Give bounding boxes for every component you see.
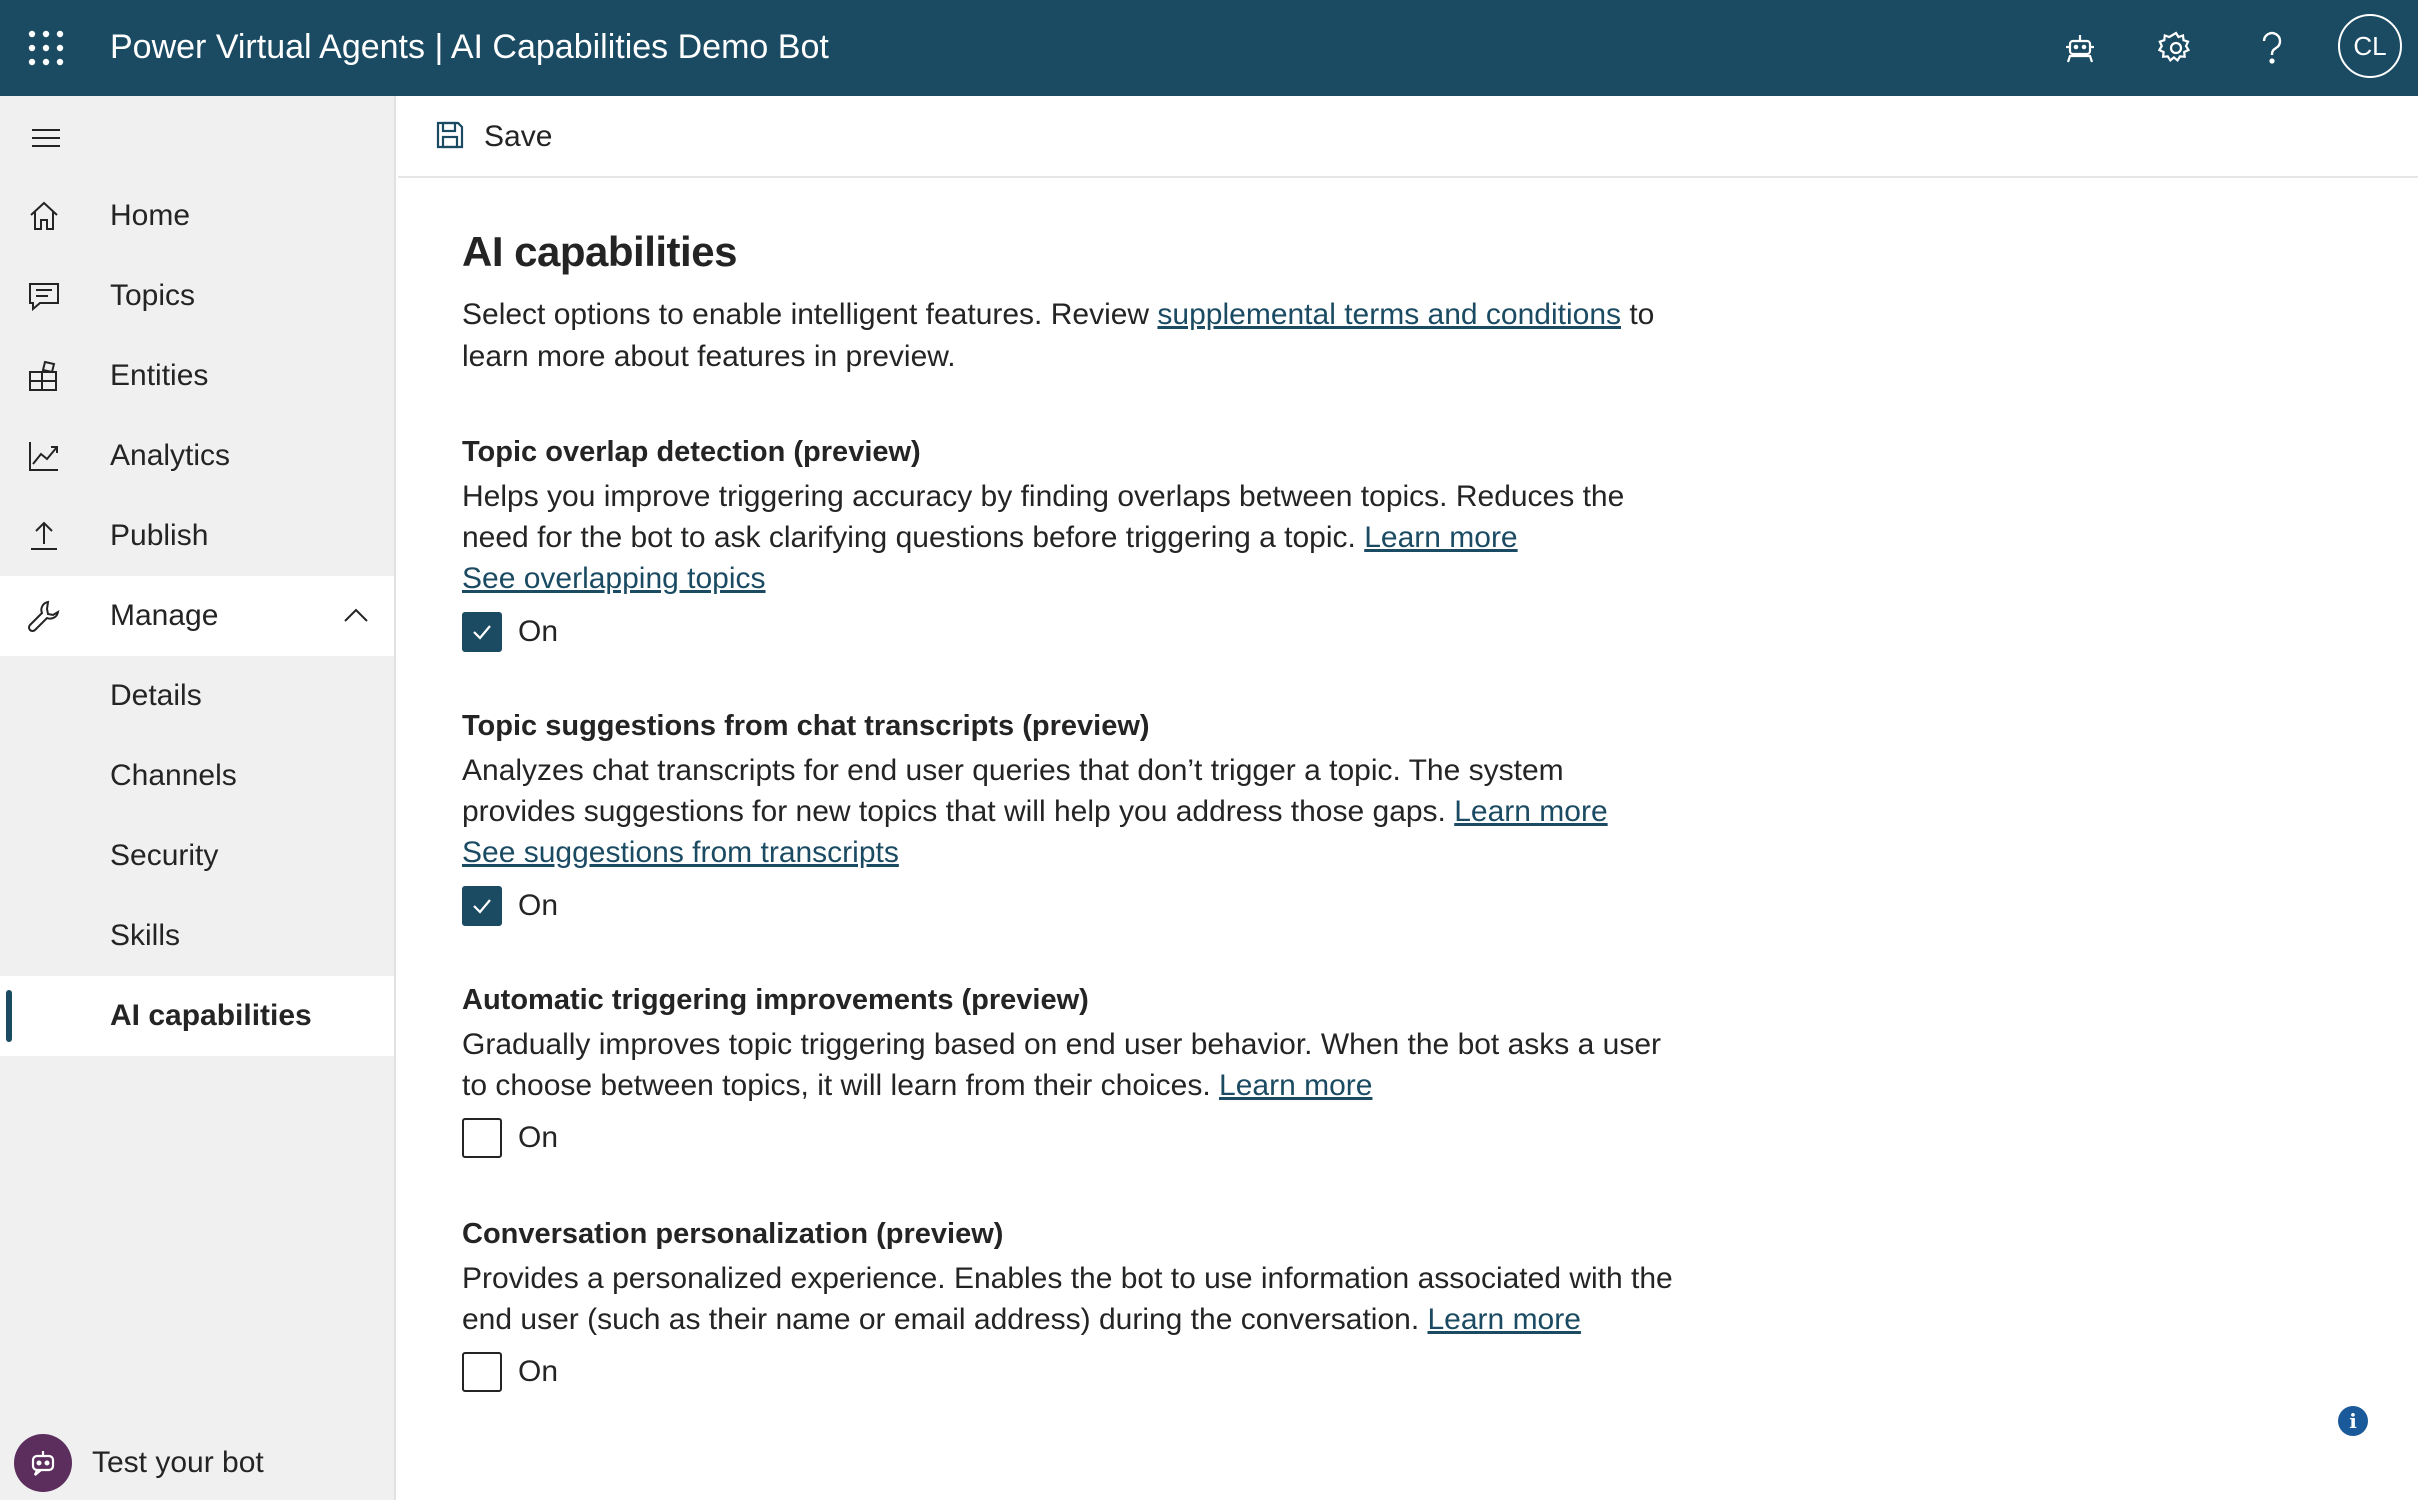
sidebar-item-label: Channels (110, 759, 237, 792)
sidebar-item-channels[interactable] (0, 736, 394, 816)
sidebar-item-label: Publish (110, 519, 209, 552)
topic-overlap-checkbox-row[interactable] (462, 610, 1682, 654)
personalization-checkbox[interactable] (462, 1352, 502, 1392)
topic-overlap-checkbox[interactable] (462, 612, 502, 652)
sidebar-item-label: Manage (110, 599, 219, 632)
personalization-checkbox-row[interactable] (462, 1350, 1682, 1394)
section-topic-suggestions (462, 706, 1682, 928)
sidebar-item-label: Security (110, 839, 219, 872)
description-text: Gradually improves topic triggering based on end user behavior. When the bot asks a user to choose between topics, it will learn from their choices. (462, 1028, 1662, 1102)
section-automatic-triggering (462, 980, 1682, 1160)
supplemental-terms-link[interactable]: supplemental terms and conditions (1157, 298, 1622, 331)
sidebar-item-topics[interactable] (0, 256, 394, 336)
analytics-icon (26, 438, 62, 474)
section-title: Conversation personalization (preview) (462, 1218, 1004, 1250)
test-your-bot-label: Test your bot (92, 1446, 264, 1479)
intro-text (462, 294, 1682, 378)
see-overlapping-topics-link[interactable]: See overlapping topics (462, 562, 766, 595)
waffle-icon[interactable] (26, 28, 66, 68)
learn-more-link[interactable]: Learn more (1219, 1069, 1373, 1102)
checkbox-label: On (518, 889, 559, 922)
section-topic-overlap (462, 432, 1682, 654)
sidebar-item-publish[interactable] (0, 496, 394, 576)
publish-icon (26, 518, 62, 554)
active-indicator (6, 990, 12, 1042)
sidebar-item-label: Entities (110, 359, 209, 392)
checkmark-icon (470, 620, 494, 644)
entities-icon (26, 358, 62, 394)
sidebar-item-label: Home (110, 199, 191, 232)
learn-more-link[interactable]: Learn more (1454, 795, 1608, 828)
section-description (462, 1258, 1682, 1340)
section-description (462, 476, 1682, 558)
app-title: Power Virtual Agents | AI Capabilities Demo Bot (110, 28, 829, 66)
topic-suggestions-checkbox[interactable] (462, 886, 502, 926)
sidebar-item-entities[interactable] (0, 336, 394, 416)
sidebar-item-label: AI capabilities (110, 999, 312, 1032)
save-button[interactable] (434, 112, 552, 162)
sidebar-item-label: Skills (110, 919, 181, 952)
chevron-up-icon[interactable] (340, 600, 372, 632)
gear-icon[interactable] (2154, 26, 2198, 70)
sidebar-item-manage[interactable] (0, 576, 394, 656)
sidebar (0, 96, 396, 1500)
wrench-icon (26, 598, 62, 634)
chatbot-icon (14, 1434, 72, 1492)
sidebar-item-label: Analytics (110, 439, 231, 472)
section-description (462, 1024, 1682, 1106)
automatic-triggering-checkbox[interactable] (462, 1118, 502, 1158)
checkmark-icon (470, 894, 494, 918)
checkbox-label: On (518, 1355, 559, 1388)
sidebar-item-home[interactable] (0, 176, 394, 256)
learn-more-link[interactable]: Learn more (1427, 1303, 1581, 1336)
topic-suggestions-checkbox-row[interactable] (462, 884, 1682, 928)
intro-text-end: to learn more about features in preview. (462, 298, 1655, 373)
help-icon[interactable] (2250, 26, 2294, 70)
section-title: Automatic triggering improvements (preview) (462, 984, 1089, 1016)
page-title: AI capabilities (462, 228, 737, 275)
automatic-triggering-checkbox-row[interactable] (462, 1116, 1682, 1160)
section-conversation-personalization (462, 1214, 1682, 1394)
description-text: Provides a personalized experience. Enables the bot to use information associated with the end user (such as their name or email address) during the conversation. (462, 1262, 1673, 1336)
intro-text-start: Select options to enable intelligent features. Review (462, 298, 1158, 331)
sidebar-item-label: Topics (110, 279, 196, 312)
description-text: Helps you improve triggering accuracy by finding overlaps between topics. Reduces the need for the bot to ask clarifying questions before triggering a topic. (462, 480, 1625, 554)
avatar[interactable]: CL (2338, 14, 2402, 78)
section-title: Topic overlap detection (preview) (462, 436, 921, 468)
sidebar-item-skills[interactable] (0, 896, 394, 976)
sidebar-item-label: Details (110, 679, 202, 712)
learn-more-link[interactable]: Learn more (1364, 521, 1518, 554)
topics-icon (26, 278, 62, 314)
sidebar-item-analytics[interactable] (0, 416, 394, 496)
top-bar (0, 0, 2418, 96)
checkbox-label: On (518, 615, 559, 648)
sidebar-item-security[interactable] (0, 816, 394, 896)
sidebar-item-ai-capabilities[interactable] (0, 976, 394, 1056)
section-title: Topic suggestions from chat transcripts (preview) (462, 710, 1150, 742)
info-icon[interactable]: i (2338, 1406, 2368, 1436)
see-suggestions-link[interactable]: See suggestions from transcripts (462, 836, 899, 869)
checkbox-label: On (518, 1121, 559, 1154)
bot-icon[interactable] (2058, 26, 2102, 70)
save-icon (434, 119, 466, 156)
hamburger-menu-icon[interactable] (28, 120, 64, 156)
sidebar-item-details[interactable] (0, 656, 394, 736)
description-text: Analyzes chat transcripts for end user queries that don’t trigger a topic. The system provides suggestions for new topics that will help you address those gaps. (462, 754, 1564, 828)
test-your-bot-button[interactable] (0, 1426, 394, 1500)
home-icon (26, 198, 62, 234)
command-bar (398, 96, 2418, 178)
save-label: Save (484, 120, 553, 153)
section-description (462, 750, 1682, 832)
